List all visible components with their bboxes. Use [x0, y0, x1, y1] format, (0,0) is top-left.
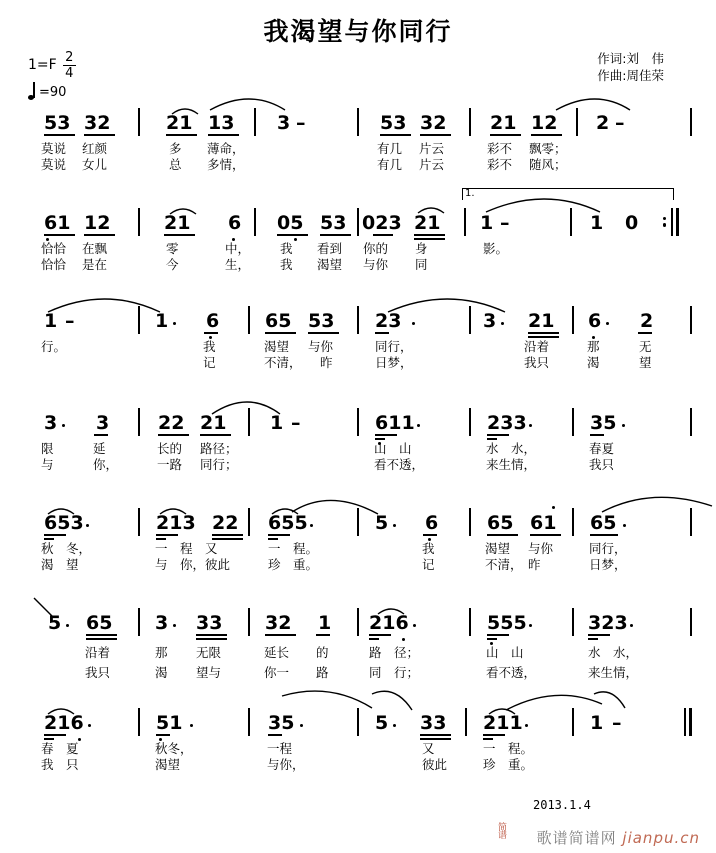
lyric-syllable: 渴望	[485, 541, 511, 556]
lyric-syllable: 你一	[264, 665, 290, 680]
final-barline-thin	[684, 708, 686, 736]
note-group: 53	[308, 310, 335, 332]
lyric-syllable: 日梦，	[589, 557, 627, 572]
note-row-4	[0, 400, 716, 442]
lyric-syllable: 看到	[317, 241, 343, 256]
lyric-syllable: 日梦，	[375, 355, 413, 370]
barline	[357, 306, 359, 334]
lyric-syllable: 沿着	[85, 645, 111, 660]
lyric-row-3a	[0, 340, 716, 356]
note-group: 21	[414, 212, 441, 234]
note: 1	[270, 412, 284, 434]
barline	[357, 108, 359, 136]
note-group: 211	[483, 712, 523, 734]
note-group: 65	[86, 612, 113, 634]
lyric-syllable: 看不透，	[486, 665, 537, 680]
barline	[357, 508, 359, 536]
lyric-syllable: 一 程。	[268, 541, 319, 556]
lyric-syllable: 零	[166, 241, 179, 256]
lyric-row-4b	[0, 458, 716, 474]
lyric-syllable: 恰恰	[41, 241, 67, 256]
lyric-syllable: 莫说	[41, 157, 67, 172]
lyric-syllable: 一 程。	[483, 741, 534, 756]
note-group: 023	[362, 212, 402, 234]
lyric-syllable: 多情，	[207, 157, 245, 172]
note-group: 233	[487, 412, 527, 434]
lyric-syllable: 片云	[419, 157, 445, 172]
barline	[576, 108, 578, 136]
lyric-syllable: 彩不	[487, 141, 513, 156]
note: 2	[596, 112, 610, 134]
lyric-syllable: 路 径；	[369, 645, 420, 660]
lyric-syllable: 渴	[587, 355, 600, 370]
barline	[254, 208, 256, 236]
lyric-syllable: 昨	[320, 355, 333, 370]
final-barline-thick	[689, 708, 692, 736]
time-signature	[63, 52, 76, 79]
barline	[572, 306, 574, 334]
lyric-syllable: 无	[639, 339, 652, 354]
lyric-syllable: 记	[203, 355, 216, 370]
lyric-syllable: 我	[422, 541, 435, 556]
note-group: 23	[375, 310, 402, 332]
note: 6	[206, 310, 220, 332]
dash: –	[291, 412, 301, 434]
lyric-syllable: 同	[415, 257, 428, 272]
barline	[138, 108, 140, 136]
lyric-row-1a	[0, 142, 716, 158]
watermark	[537, 827, 700, 848]
lyric-syllable: 珍 重。	[483, 757, 534, 772]
lyric-syllable: 延	[93, 441, 106, 456]
lyric-syllable: 今	[166, 257, 179, 272]
note: 3	[155, 612, 169, 634]
barline	[248, 306, 250, 334]
lyric-syllable: 山 山	[374, 441, 412, 456]
lyric-syllable: 同 行；	[369, 665, 420, 680]
lyric-syllable: 影。	[483, 241, 509, 256]
lyric-row-5a	[0, 542, 716, 558]
lyric-syllable: 总	[169, 157, 182, 172]
note-row-2	[0, 200, 716, 242]
lyric-syllable: 我	[280, 241, 293, 256]
lyric-syllable: 彩不	[487, 157, 513, 172]
note: 5	[48, 612, 62, 634]
barline	[138, 408, 140, 436]
quarter-note-icon	[28, 82, 37, 102]
first-ending-bracket	[462, 188, 674, 200]
lyric-syllable: 珍 重。	[268, 557, 319, 572]
lyric-syllable: 我只	[85, 665, 111, 680]
barline	[690, 108, 692, 136]
lyric-syllable: 随风；	[529, 157, 567, 172]
lyric-syllable: 那	[155, 645, 168, 660]
barline	[465, 708, 467, 736]
barline	[671, 208, 673, 236]
note-row-5	[0, 500, 716, 542]
lyric-syllable: 与你，	[267, 757, 305, 772]
lyric-syllable: 中，	[225, 241, 251, 256]
lyric-row-1b	[0, 158, 716, 174]
note-row-7	[0, 700, 716, 742]
barline	[254, 108, 256, 136]
lyric-syllable: 路	[316, 665, 329, 680]
lyric-syllable: 渴	[155, 665, 168, 680]
note-group: 12	[531, 112, 558, 134]
note-group: 655	[268, 512, 308, 534]
note-group: 21	[528, 310, 555, 332]
note-group: 216	[44, 712, 84, 734]
barline	[570, 208, 572, 236]
lyric-syllable: 不清，	[264, 355, 302, 370]
lyric-row-2a	[0, 242, 716, 258]
barline	[572, 608, 574, 636]
barline	[469, 508, 471, 536]
lyric-syllable: 水 水，	[588, 645, 639, 660]
lyric-syllable: 秋冬，	[155, 741, 193, 756]
staff-system-7	[0, 700, 716, 774]
tempo-marking	[28, 82, 76, 102]
dash: –	[65, 310, 75, 332]
note: 1	[155, 310, 169, 332]
note-group: 35	[590, 412, 617, 434]
note: 0	[625, 212, 639, 234]
lyric-syllable: 在飘	[82, 241, 108, 256]
note-group: 33	[196, 612, 223, 634]
meter-numerator: 2	[65, 50, 74, 65]
barline	[690, 408, 692, 436]
lyric-syllable: 那	[587, 339, 600, 354]
lyric-syllable: 路径；	[200, 441, 238, 456]
note-group: 35	[268, 712, 295, 734]
lyric-syllable: 无限	[196, 645, 222, 660]
note-group: 216	[369, 612, 409, 634]
lyric-syllable: 望与	[196, 665, 222, 680]
ending-label: 1.	[465, 188, 475, 199]
lyric-row-7b	[0, 758, 716, 774]
barline	[357, 708, 359, 736]
lyric-syllable: 与你	[363, 257, 389, 272]
lyric-syllable: 延长	[264, 645, 290, 660]
lyric-syllable: 渴 望	[41, 557, 79, 572]
lyric-syllable: 春夏	[589, 441, 615, 456]
lyric-syllable: 渴望	[155, 757, 181, 772]
note-group: 13	[208, 112, 235, 134]
lyric-syllable: 薄命，	[207, 141, 245, 156]
note-row-1	[0, 100, 716, 142]
barline	[248, 608, 250, 636]
note-group: 653	[44, 512, 84, 534]
barline	[138, 708, 140, 736]
lyric-syllable: 与你	[528, 541, 554, 556]
lyric-syllable: 恰恰	[41, 257, 67, 272]
lyric-row-6b	[0, 662, 716, 678]
lyric-syllable: 片云	[419, 141, 445, 156]
lyric-syllable: 限	[41, 441, 54, 456]
note-group: 12	[84, 212, 111, 234]
lyric-syllable: 同行，	[589, 541, 627, 556]
barline	[248, 708, 250, 736]
tempo-value: =90	[39, 84, 67, 100]
repeat-dots	[663, 214, 666, 230]
note-group: 21	[200, 412, 227, 434]
staff-system-3	[0, 298, 716, 372]
note: 6	[228, 212, 242, 234]
barline	[357, 408, 359, 436]
note-group: 213	[156, 512, 196, 534]
note: 6	[588, 310, 602, 332]
lyric-syllable: 莫说	[41, 141, 67, 156]
lyric-syllable: 有几	[377, 141, 403, 156]
lyricist-credit: 作词:刘 伟	[597, 51, 664, 66]
barline	[469, 408, 471, 436]
barline	[572, 408, 574, 436]
note-group: 53	[320, 212, 347, 234]
note: 1	[44, 310, 58, 332]
staff-system-6	[0, 600, 716, 678]
barline	[469, 108, 471, 136]
note-group: 21	[490, 112, 517, 134]
dash: –	[500, 212, 510, 234]
lyric-syllable: 飘零；	[529, 141, 567, 156]
note-group: 32	[265, 612, 292, 634]
staff-system-1	[0, 100, 716, 174]
key-tempo-block	[28, 52, 76, 102]
note-group: 65	[487, 512, 514, 534]
barline	[690, 508, 692, 536]
lyric-syllable: 山 山	[486, 645, 524, 660]
lyric-syllable: 与你	[308, 339, 334, 354]
barline	[469, 608, 471, 636]
lyric-row-3b	[0, 356, 716, 372]
lyric-syllable: 是在	[82, 257, 108, 272]
barline	[357, 208, 359, 236]
lyric-syllable: 昨	[528, 557, 541, 572]
staff-system-5	[0, 500, 716, 574]
note: 5	[375, 712, 389, 734]
staff-system-2	[0, 188, 716, 274]
barline	[248, 408, 250, 436]
note-group: 323	[588, 612, 628, 634]
lyric-syllable: 与 你，彼此	[155, 557, 231, 572]
lyric-syllable: 水 水，	[486, 441, 537, 456]
staff-system-4	[0, 400, 716, 474]
lyric-syllable: 彼此	[422, 757, 448, 772]
note: 1	[318, 612, 332, 634]
lyric-syllable: 渴望	[264, 339, 290, 354]
note-group: 21	[164, 212, 191, 234]
note: 3	[277, 112, 291, 134]
note-group: 65	[590, 512, 617, 534]
lyric-syllable: 沿着	[524, 339, 550, 354]
note-group: 53	[380, 112, 407, 134]
note: 2	[640, 310, 654, 332]
note-group: 32	[84, 112, 111, 134]
watermark-site-name: 歌谱简谱网	[536, 829, 617, 847]
lyric-syllable: 同行；	[200, 457, 238, 472]
note: 3	[483, 310, 497, 332]
lyric-syllable: 我 只	[41, 757, 79, 772]
note-group: 22	[158, 412, 185, 434]
note-row-6	[0, 600, 716, 642]
lyric-syllable: 你，	[93, 457, 119, 472]
barline	[357, 608, 359, 636]
dash: –	[615, 112, 625, 134]
lyric-syllable: 的	[316, 645, 329, 660]
composer-credit: 作曲:周佳荣	[597, 68, 664, 83]
note-group: 51	[156, 712, 183, 734]
barline	[138, 608, 140, 636]
note-group: 21	[166, 112, 193, 134]
note-group: 61	[44, 212, 71, 234]
note: 3	[96, 412, 110, 434]
lyric-syllable: 来生情，	[486, 457, 537, 472]
lyric-syllable: 女儿	[82, 157, 108, 172]
lyric-row-5b	[0, 558, 716, 574]
note-group: 65	[265, 310, 292, 332]
note-group: 32	[420, 112, 447, 134]
barline	[138, 508, 140, 536]
lyric-row-6a	[0, 642, 716, 662]
lyric-syllable: 同行，	[375, 339, 413, 354]
lyric-syllable: 秋 冬，	[41, 541, 92, 556]
seal-stamp: 简谱	[498, 823, 508, 841]
barline	[572, 708, 574, 736]
lyric-syllable: 有几	[377, 157, 403, 172]
lyric-syllable: 望	[639, 355, 652, 370]
note: 1	[590, 712, 604, 734]
note-group: 611	[375, 412, 415, 434]
barline	[138, 306, 140, 334]
lyric-syllable: 春 夏	[41, 741, 79, 756]
barline	[469, 306, 471, 334]
lyric-syllable: 多	[169, 141, 182, 156]
composition-date: 2013.1.4	[533, 798, 591, 812]
lyric-syllable: 我	[203, 339, 216, 354]
lyric-syllable: 一路	[157, 457, 183, 472]
note-group: 555	[487, 612, 527, 634]
lyric-syllable: 看不透，	[374, 457, 425, 472]
lyric-row-4a	[0, 442, 716, 458]
repeat-barline	[676, 208, 679, 236]
dash: –	[296, 112, 306, 134]
lyric-syllable: 我只	[589, 457, 615, 472]
note: 3	[44, 412, 58, 434]
dash: –	[612, 712, 622, 734]
note: 1	[480, 212, 494, 234]
lyric-syllable: 身	[415, 241, 428, 256]
lyric-syllable: 一程	[267, 741, 293, 756]
lyric-syllable: 我只	[524, 355, 550, 370]
watermark-site-url: jianpu.cn	[622, 829, 700, 847]
note: 1	[590, 212, 604, 234]
note-group: 61	[530, 512, 557, 534]
barline	[572, 508, 574, 536]
lyric-syllable: 来生情，	[588, 665, 639, 680]
lyric-syllable: 记	[422, 557, 435, 572]
lyric-syllable: 又	[422, 741, 435, 756]
note-group: 05	[277, 212, 304, 234]
lyric-row-2b	[0, 258, 716, 274]
note-group: 22	[212, 512, 239, 534]
lyric-syllable: 我	[280, 257, 293, 272]
key-signature: 1=F	[28, 57, 57, 73]
page-title: 我渴望与你同行	[263, 17, 453, 46]
barline	[248, 508, 250, 536]
barline	[690, 306, 692, 334]
note: 5	[375, 512, 389, 534]
note-group: 53	[44, 112, 71, 134]
lyric-syllable: 红颜	[82, 141, 108, 156]
note: 6	[425, 512, 439, 534]
lyric-syllable: 不清，	[485, 557, 523, 572]
lyric-syllable: 渴望	[317, 257, 343, 272]
lyric-syllable: 长的	[157, 441, 183, 456]
lyric-syllable: 行。	[41, 339, 67, 354]
credits	[597, 50, 664, 84]
meter-denominator: 4	[65, 66, 74, 81]
barline	[690, 608, 692, 636]
lyric-syllable: 与	[41, 457, 54, 472]
lyric-syllable: 一 程 又	[155, 541, 218, 556]
note-group: 33	[420, 712, 447, 734]
barline	[464, 208, 466, 236]
barline	[138, 208, 140, 236]
lyric-syllable: 生，	[225, 257, 251, 272]
note-row-3	[0, 298, 716, 340]
lyric-syllable: 你的	[363, 241, 389, 256]
lyric-row-7a	[0, 742, 716, 758]
